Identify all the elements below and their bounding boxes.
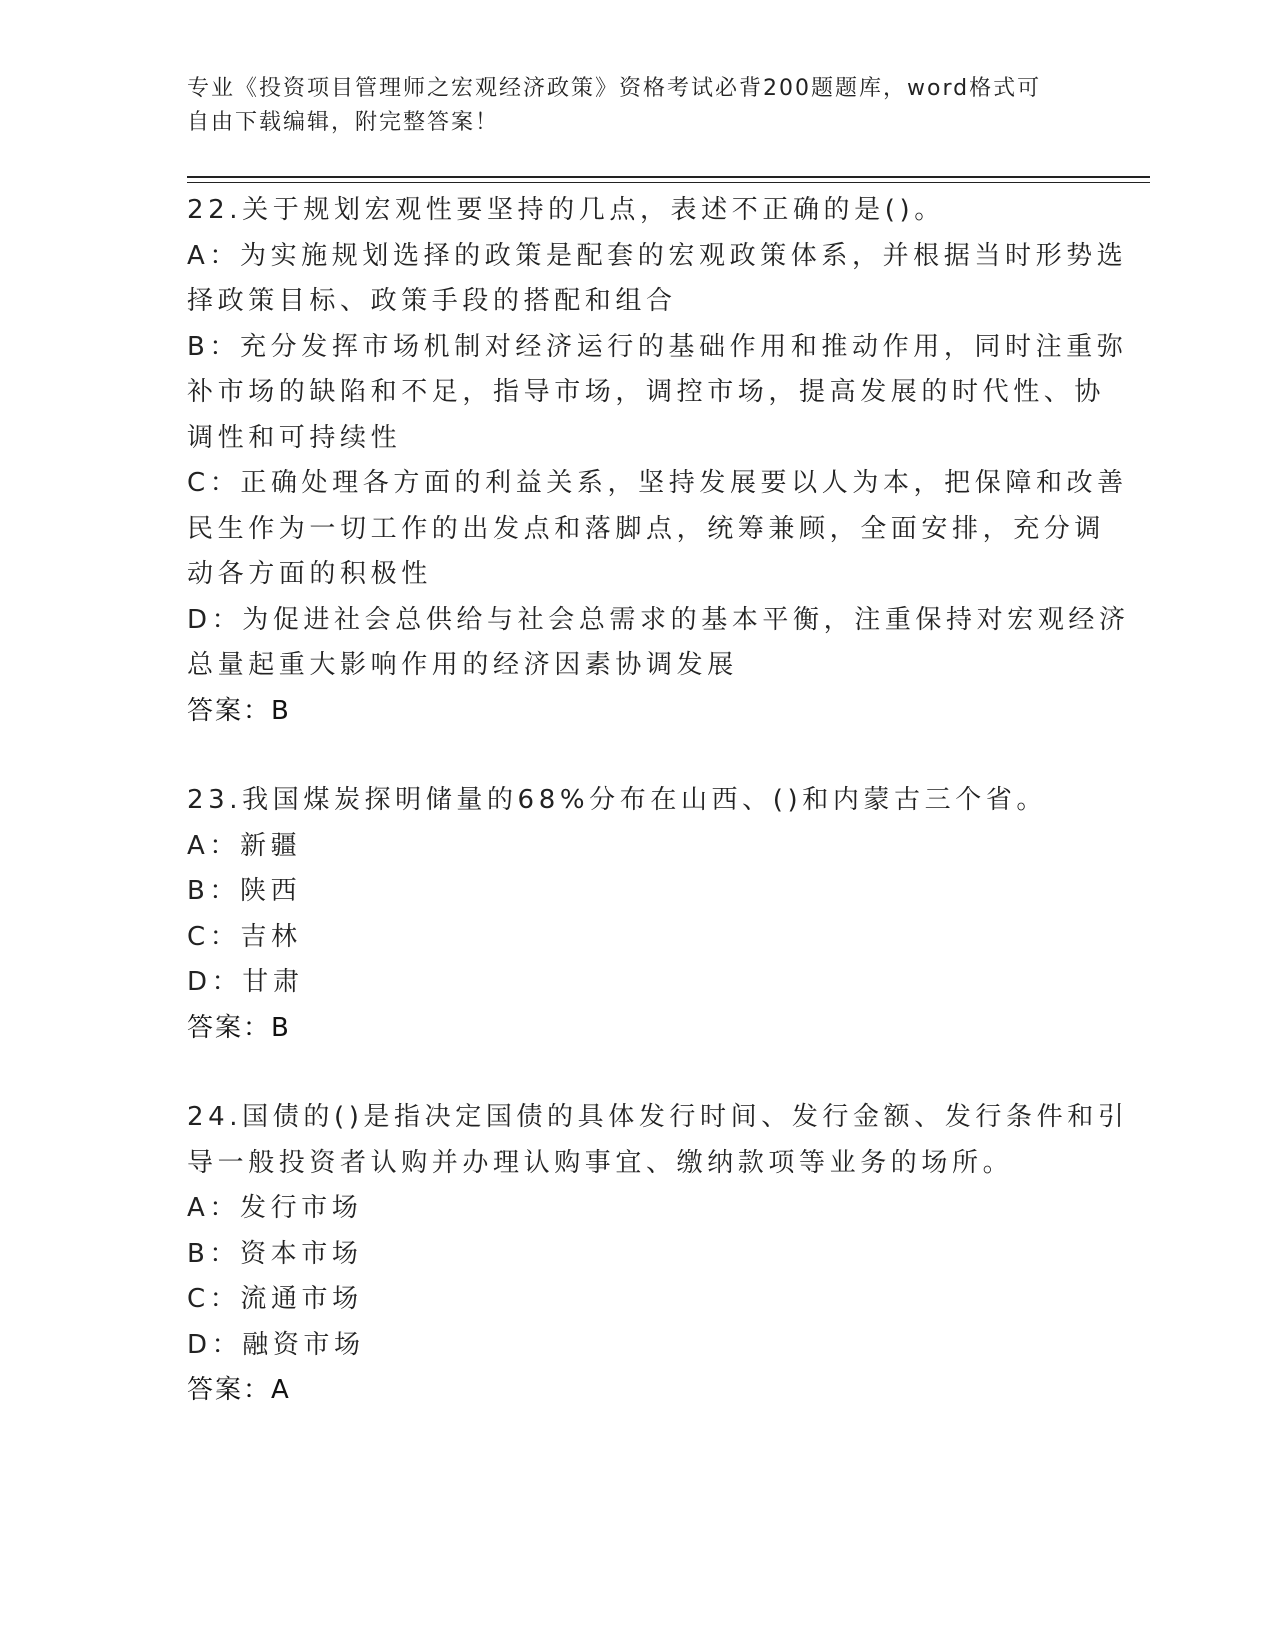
question-22 (187, 188, 1130, 734)
option-c-continued: 动各方面的积极性 (187, 559, 432, 589)
header-line: 自由下载编辑，附完整答案！ (187, 110, 500, 135)
option-a-continued: 择政策目标、政策手段的搭配和组合 (187, 286, 677, 316)
option-d: D：甘肃 (187, 967, 304, 997)
answer-line: 答案：A (187, 1375, 291, 1405)
header-divider-thick (187, 176, 1150, 178)
answer-line: 答案：B (187, 695, 291, 726)
question-stem-continued: 导一般投资者认购并办理认购事宜、缴纳款项等业务的场所。 (187, 1147, 1014, 1178)
option-b: B：陕西 (187, 876, 302, 906)
option-b: B：资本市场 (187, 1238, 363, 1269)
question-stem: 23.我国煤炭探明储量的68%分布在山西、()和内蒙古三个省。 (187, 785, 1048, 815)
option-c-continued: 民生作为一切工作的出发点和落脚点，统筹兼顾，全面安排，充分调 (187, 513, 1106, 544)
document-header (187, 72, 1067, 140)
option-b-continued: 调性和可持续性 (187, 422, 402, 453)
header-divider-thin (187, 182, 1150, 183)
option-a: A：发行市场 (187, 1193, 363, 1223)
answer-line: 答案：B (187, 1012, 291, 1043)
option-c: C：吉林 (187, 921, 302, 952)
option-c: C：流通市场 (187, 1284, 363, 1314)
question-stem: 22.关于规划宏观性要坚持的几点，表述不正确的是()。 (187, 195, 945, 225)
option-d-continued: 总量起重大影响作用的经济因素协调发展 (187, 650, 738, 680)
question-23 (187, 778, 1087, 1051)
option-d: D：为促进社会总供给与社会总需求的基本平衡，注重保持对宏观经济 (187, 604, 1130, 635)
question-stem: 24.国债的()是指决定国债的具体发行时间、发行金额、发行条件和引 (187, 1102, 1129, 1132)
option-b: B：充分发挥市场机制对经济运行的基础作用和推动作用，同时注重弥 (187, 331, 1128, 362)
header-line: 专业《投资项目管理师之宏观经济政策》资格考试必背200题题库，word格式可 (187, 76, 1042, 101)
option-d: D：融资市场 (187, 1329, 365, 1360)
question-24 (187, 1095, 1129, 1414)
question-list (187, 188, 1130, 1458)
option-c: C：正确处理各方面的利益关系，坚持发展要以人为本，把保障和改善 (187, 468, 1128, 498)
option-a: A：为实施规划选择的政策是配套的宏观政策体系，并根据当时形势选 (187, 240, 1128, 271)
option-b-continued: 补市场的缺陷和不足，指导市场，调控市场，提高发展的时代性、协 (187, 377, 1106, 407)
option-a: A：新疆 (187, 830, 302, 861)
